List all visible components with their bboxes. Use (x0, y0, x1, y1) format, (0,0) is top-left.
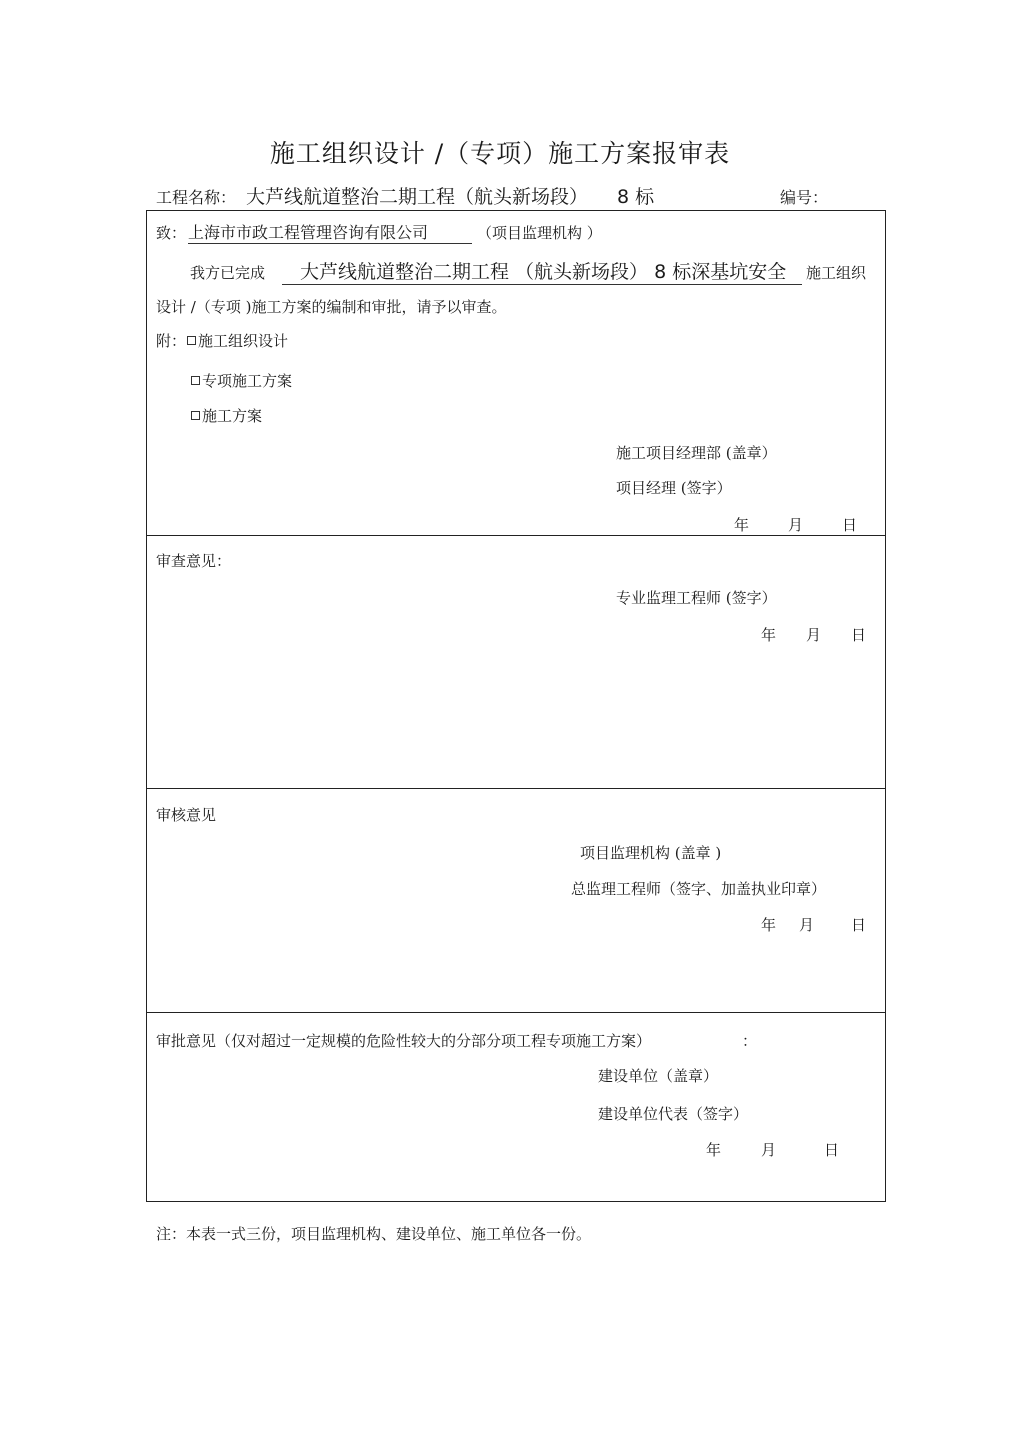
row-divider (146, 535, 886, 536)
attachment-item: 施工方案 (191, 405, 262, 426)
checkbox-icon[interactable] (187, 336, 196, 345)
owner-seal: 建设单位（盖章） (598, 1067, 719, 1085)
owner-rep-sign: 建设单位代表（签字） (598, 1105, 749, 1123)
checkbox-icon[interactable] (191, 411, 200, 420)
contractor-seal: 施工项目经理部 (盖章） (616, 444, 777, 462)
attachment-label: 附： (156, 332, 187, 350)
checkbox-icon[interactable] (191, 376, 200, 385)
date-day: 日 (842, 516, 858, 534)
date-month: 月 (788, 516, 804, 534)
row-divider (146, 788, 886, 789)
review-opinion-label: 审查意见： (156, 552, 232, 570)
date-month: 月 (806, 626, 822, 644)
date-month: 月 (799, 916, 815, 934)
audit-opinion-label: 审核意见 (156, 806, 217, 824)
approval-opinion-label: 审批意见（仅对超过一定规模的危险性较大的分部分项工程专项施工方案） (156, 1032, 652, 1050)
project-manager-sign: 项目经理 (签字） (616, 479, 732, 497)
project-name-value: 大芦线航道整治二期工程（航头新场段） (246, 186, 589, 208)
date-year: 年 (761, 626, 777, 644)
section-number: 8 标 (617, 186, 655, 208)
completion-suffix: 施工组织 (806, 264, 867, 282)
date-year: 年 (734, 516, 750, 534)
completion-line2: 设计 /（专项 )施工方案的编制和审批，请予以审查。 (156, 298, 507, 316)
project-name-label: 工程名称： (156, 188, 237, 207)
date-day: 日 (824, 1141, 840, 1159)
page-title: 施工组织设计 /（专项）施工方案报审表 (269, 139, 731, 168)
footnote: 注：本表一式三份，项目监理机构、建设单位、施工单位各一份。 (156, 1225, 592, 1243)
form-number-label: 编号： (780, 188, 829, 207)
attachment-item: 专项施工方案 (191, 370, 292, 391)
specialist-engineer-sign: 专业监理工程师 (签字） (616, 589, 777, 607)
recipient-company: 上海市市政工程管理咨询有限公司 (188, 220, 472, 244)
to-label: 致： (156, 224, 187, 242)
supervision-seal: 项目监理机构 (盖章 ) (580, 844, 722, 862)
date-day: 日 (851, 626, 867, 644)
row-divider (146, 1012, 886, 1013)
completed-project: 大芦线航道整治二期工程 （航头新场段） 8 标深基坑安全 (282, 257, 802, 285)
date-day: 日 (851, 916, 867, 934)
form-table (146, 210, 886, 1202)
recipient-org: （项目监理机构 ） (477, 224, 602, 242)
date-year: 年 (761, 916, 777, 934)
attachment-item: 施工组织设计 (187, 330, 288, 351)
date-year: 年 (706, 1141, 722, 1159)
date-month: 月 (761, 1141, 777, 1159)
completion-prefix: 我方已完成 (190, 264, 266, 282)
chief-engineer-sign: 总监理工程师（签字、加盖执业印章） (571, 880, 827, 898)
approval-colon: ： (742, 1032, 758, 1050)
